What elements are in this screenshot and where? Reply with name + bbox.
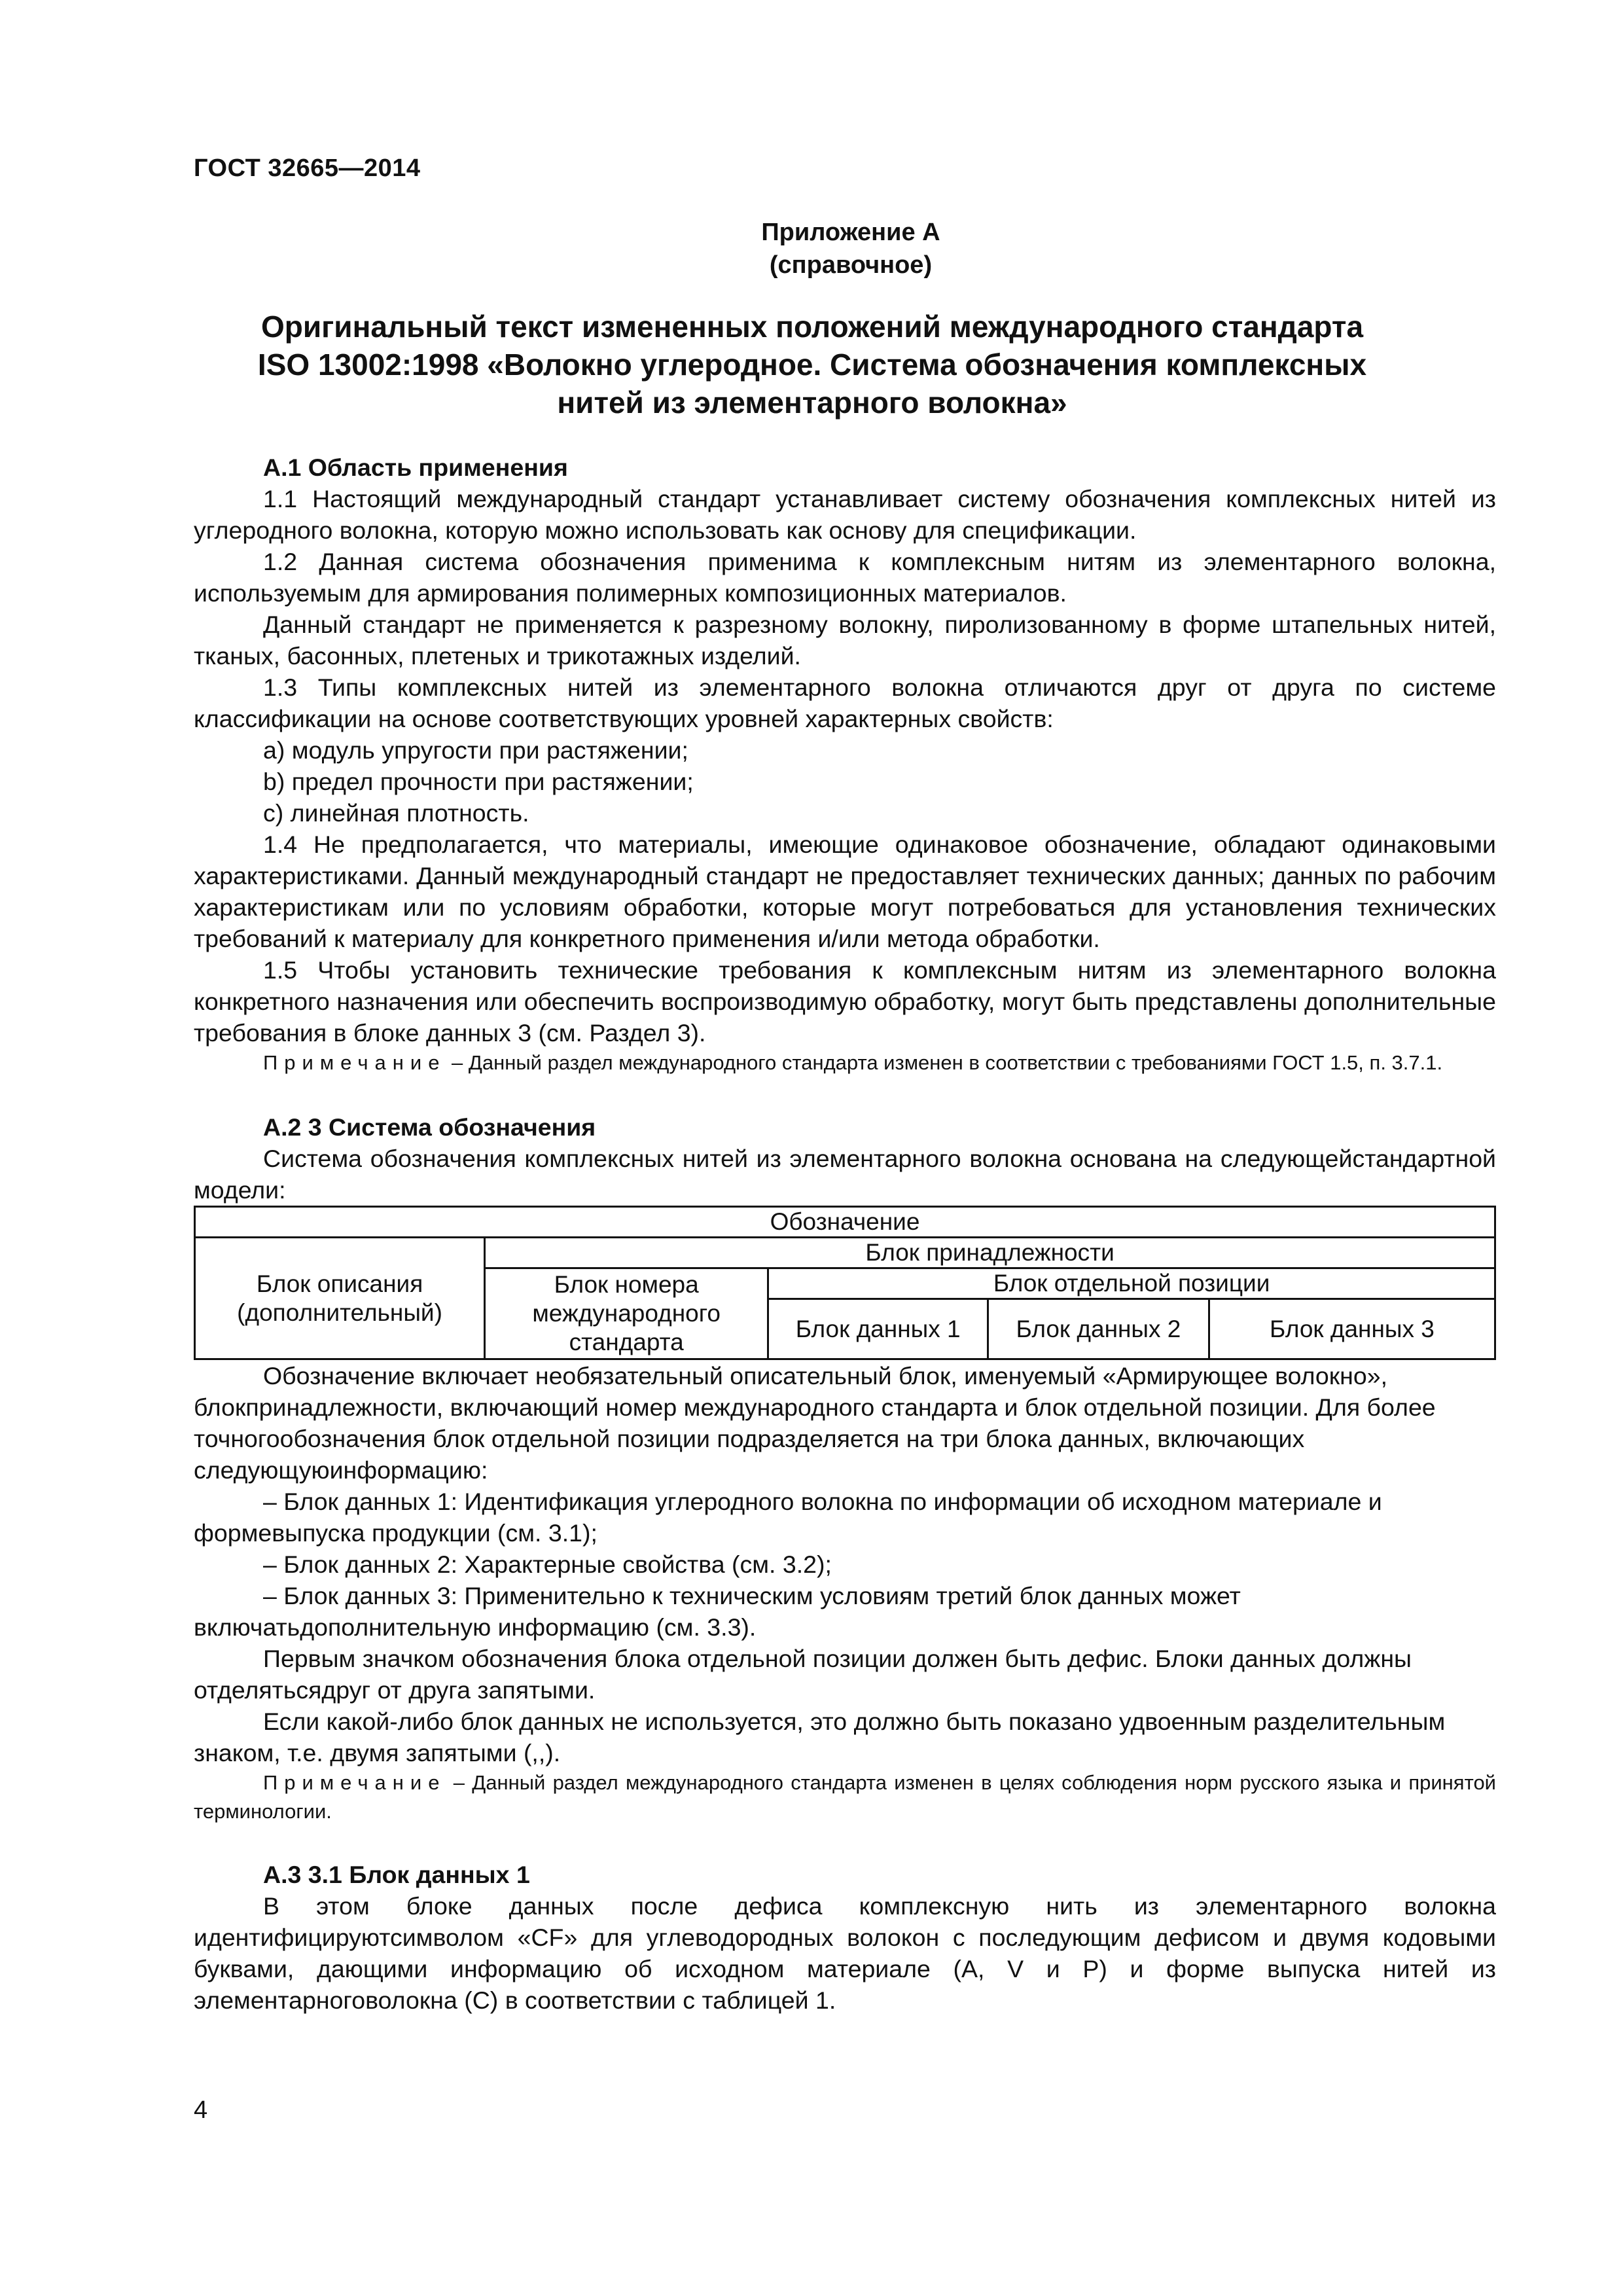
annex-title-line-1: Оригинальный текст измененных положений международного стандарта (260, 310, 1364, 344)
paragraph: 1.2 Данная система обозначения применима к комплексным нитям из элементарного волокна, используемым для армирования полимерных композиционных материалов. (194, 548, 1496, 607)
designation-model-table (194, 1206, 1496, 1360)
paragraph: Обозначение включает необязательный описательный блок, именуемый «Армирующее волокно», блокпринадлежности, включающий номер международного стандарта и блок отдельной позиции. Для более точногообозначения блок отдельной позиции подразделяется на три блока данных, включающих следующуюинформацию: (194, 1362, 1436, 1484)
table-cell: Блок данных 1 (768, 1299, 988, 1359)
table-cell: Обозначение (195, 1207, 1495, 1238)
bullet-item: – Блок данных 2: Характерные свойства (см. 3.2); (263, 1551, 832, 1578)
paragraph: Если какой-либо блок данных не используется, это должно быть показано удвоенным разделительным знаком, т.е. двумя запятыми (,,). (194, 1708, 1446, 1767)
section-a1-heading: А.1 Область применения (263, 454, 568, 481)
section-a3-heading: А.3 3.1 Блок данных 1 (263, 1861, 530, 1888)
standard-code: ГОСТ 32665—2014 (194, 154, 421, 182)
annex-title-line-2: ISO 13002:1998 «Волокно углеродное. Система обозначения комплексных (257, 348, 1367, 382)
paragraph: 1.3 Типы комплексных нитей из элементарного волокна отличаются друг от друга по системе классификации на основе соответствующих уровней характерных свойств: (194, 673, 1496, 732)
list-item: с) линейная плотность. (263, 799, 529, 827)
spacer (194, 1077, 1496, 1111)
spacer (194, 1826, 1496, 1859)
document-body (194, 452, 1496, 2016)
section-a2-heading: А.2 3 Система обозначения (263, 1113, 596, 1141)
table-cell: Блок номера международного стандарта (485, 1268, 768, 1359)
note-text: – Данный раздел международного стандарта изменен в целях соблюдения норм русского языка и принятой терминологии. (194, 1771, 1496, 1823)
annex-title (194, 308, 1431, 422)
paragraph: В этом блоке данных после дефиса комплексную нить из элементарного волокна идентифицируютсимволом «CF» для углеводородных волокон с последующим дефисом и двумя кодовыми буквами, дающими информацию об исходном материале (A, V и P) и форме выпуска нитей из элементарноговолокна (С) в соответствии с таблицей 1. (194, 1892, 1496, 2014)
list-item: а) модуль упругости при растяжении; (263, 736, 688, 764)
annex-type: (справочное) (769, 251, 933, 279)
paragraph: 1.1 Настоящий международный стандарт устанавливает систему обозначения комплексных нитей из углеродного волокна, которую можно использовать как основу для спецификации. (194, 485, 1496, 544)
table-cell: Блок описания (дополнительный) (195, 1238, 485, 1359)
list-item: b) предел прочности при растяжении; (263, 768, 694, 795)
annex-label: Приложение А (761, 219, 940, 246)
note-text: – Данный раздел международного стандарта изменен в соответствии с требованиями ГОСТ 1.5, п. 3.7.1. (446, 1051, 1443, 1074)
note (194, 1768, 1496, 1826)
paragraph: Данный стандарт не применяется к разрезному волокну, пиролизованному в форме штапельных нитей, тканых, басонных, плетеных и трикотажных изделий. (194, 611, 1496, 670)
note-label: Примечание (263, 1051, 446, 1074)
paragraph: Первым значком обозначения блока отдельной позиции должен быть дефис. Блоки данных должны отделятьсядруг от друга запятыми. (194, 1645, 1412, 1704)
annex-title-line-3: нитей из элементарного волокна» (557, 386, 1067, 420)
table-cell: Блок данных 3 (1209, 1299, 1495, 1359)
table-cell: Блок отдельной позиции (768, 1268, 1495, 1299)
bullet-item: – Блок данных 3: Применительно к техническим условиям третий блок данных может включатьдополнительную информацию (см. 3.3). (194, 1582, 1241, 1641)
page-number: 4 (194, 2096, 208, 2124)
table-cell: Блок данных 2 (988, 1299, 1209, 1359)
paragraph: 1.4 Не предполагается, что материалы, имеющие одинаковое обозначение, обладают одинаковыми характеристиками. Данный международный стандарт не предоставляет технических данных; данных по рабочим характеристикам или по условиям обработки, которые могут потребоваться для установления технических требований к материалу для конкретного применения и/или метода обработки. (194, 831, 1496, 952)
table-cell: Блок принадлежности (485, 1238, 1495, 1268)
bullet-item: – Блок данных 1: Идентификация углеродного волокна по информации об исходном материале и формевыпуска продукции (см. 3.1); (194, 1488, 1382, 1547)
note (194, 1049, 1496, 1077)
paragraph: 1.5 Чтобы установить технические требования к комплексным нитям из элементарного волокна конкретного назначения или обеспечить воспроизводимую обработку, могут быть представлены дополнительные требования в блоке данных 3 (см. Раздел 3). (194, 956, 1496, 1047)
note-label: Примечание (263, 1771, 446, 1794)
paragraph: Система обозначения комплексных нитей из элементарного волокна основана на следующейстандартной модели: (194, 1145, 1496, 1204)
